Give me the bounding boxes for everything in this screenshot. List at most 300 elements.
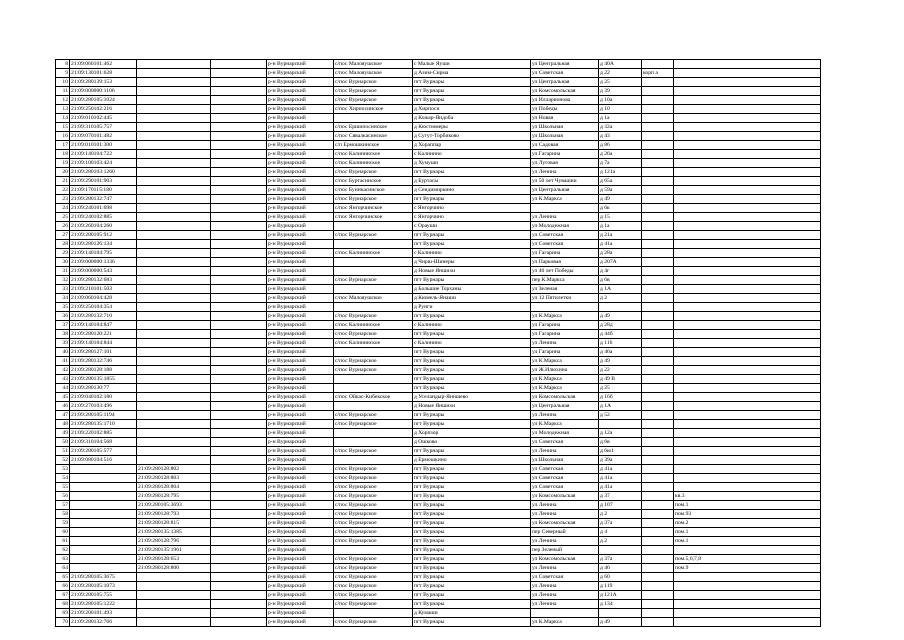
row-number-cell: 65 <box>56 573 70 582</box>
street-cell: ул Ленина <box>531 339 599 348</box>
house-number-cell: д 2 <box>599 294 642 303</box>
house-number-cell: д 119 <box>599 582 642 591</box>
table-row <box>56 537 821 546</box>
house-number-cell: д 49 <box>599 195 642 204</box>
premises-cadastral-number-cell <box>137 447 211 456</box>
house-number-cell: д 16б <box>599 393 642 402</box>
settlement-municipality-cell: с/пос Вурнарское <box>334 528 413 537</box>
premises-cadastral-number-cell <box>137 105 211 114</box>
cadastral-number-cell <box>70 474 137 483</box>
row-number-cell: 29 <box>56 249 70 258</box>
locality-cell: пгт Вурнары <box>413 96 531 105</box>
premises-cadastral-number-cell <box>137 429 211 438</box>
table-row <box>56 222 821 231</box>
house-number-cell: д 49 <box>599 618 642 627</box>
apartment-cell <box>674 231 821 240</box>
row-number-cell: 43 <box>56 375 70 384</box>
street-cell: ул 12 Пятилетки <box>531 294 599 303</box>
extra-column-cell <box>211 312 267 321</box>
row-number-cell: 51 <box>56 447 70 456</box>
building-cell <box>642 618 674 627</box>
table-row <box>56 546 821 555</box>
table-row <box>56 213 821 222</box>
district-cell: р-н Вурнарский <box>267 375 334 384</box>
apartment-cell <box>674 168 821 177</box>
settlement-municipality-cell: с/пос Вурнарское <box>334 366 413 375</box>
locality-cell: д Буртасы <box>413 177 531 186</box>
building-cell <box>642 609 674 618</box>
building-cell <box>642 204 674 213</box>
settlement-municipality-cell: с/пос Ершипосинское <box>334 123 413 132</box>
street-cell: пер Северный <box>531 528 599 537</box>
row-number-cell: 60 <box>56 528 70 537</box>
row-number-cell: 31 <box>56 267 70 276</box>
locality-cell: пгт Вурнары <box>413 357 531 366</box>
house-number-cell: д 21а <box>599 231 642 240</box>
premises-cadastral-number-cell: 21:09:280105:3693 <box>137 501 211 510</box>
premises-cadastral-number-cell <box>137 402 211 411</box>
district-cell: р-н Вурнарский <box>267 150 334 159</box>
apartment-cell <box>674 285 821 294</box>
premises-cadastral-number-cell <box>137 330 211 339</box>
house-number-cell: д 28а <box>599 249 642 258</box>
row-number-cell: 59 <box>56 519 70 528</box>
settlement-municipality-cell <box>334 240 413 249</box>
row-number-cell: 47 <box>56 411 70 420</box>
cadastral-number-cell <box>70 555 137 564</box>
premises-cadastral-number-cell <box>137 600 211 609</box>
apartment-cell <box>674 276 821 285</box>
locality-cell: пгт Вурнары <box>413 366 531 375</box>
table-row <box>56 258 821 267</box>
street-cell: ул Гагарина <box>531 249 599 258</box>
table-row <box>56 240 821 249</box>
street-cell: ул Советская <box>531 240 599 249</box>
cadastral-number-cell: 21:09:130101:628 <box>70 69 137 78</box>
house-number-cell: д 39а <box>599 456 642 465</box>
district-cell: р-н Вурнарский <box>267 141 334 150</box>
district-cell: р-н Вурнарский <box>267 177 334 186</box>
row-number-cell: 24 <box>56 204 70 213</box>
table-row <box>56 501 821 510</box>
house-number-cell <box>599 420 642 429</box>
apartment-cell: пом.5,6,7,8 <box>674 555 821 564</box>
cadastral-number-cell <box>70 528 137 537</box>
street-cell: ул Ленина <box>531 537 599 546</box>
table-row <box>56 321 821 330</box>
building-cell <box>642 249 674 258</box>
street-cell: ул Ленина <box>531 447 599 456</box>
building-cell <box>642 114 674 123</box>
building-cell <box>642 384 674 393</box>
district-cell: р-н Вурнарский <box>267 456 334 465</box>
street-cell: ул Ленина <box>531 510 599 519</box>
street-cell: ул Гагарина <box>531 330 599 339</box>
cadastral-number-cell <box>70 546 137 555</box>
extra-column-cell <box>211 294 267 303</box>
building-cell <box>642 231 674 240</box>
settlement-municipality-cell: с/пос Калининское <box>334 339 413 348</box>
district-cell: р-н Вурнарский <box>267 600 334 609</box>
cadastral-number-cell <box>70 537 137 546</box>
house-number-cell: д 39 <box>599 87 642 96</box>
cadastral-number-cell: 21:09:140104:795 <box>70 249 137 258</box>
row-number-cell: 41 <box>56 357 70 366</box>
table-row <box>56 177 821 186</box>
extra-column-cell <box>211 96 267 105</box>
locality-cell: с Малые Яуши <box>413 60 531 69</box>
premises-cadastral-number-cell <box>137 96 211 105</box>
street-cell: ул Ж.Илюхина <box>531 366 599 375</box>
premises-cadastral-number-cell <box>137 249 211 258</box>
extra-column-cell <box>211 366 267 375</box>
premises-cadastral-number-cell <box>137 231 211 240</box>
premises-cadastral-number-cell <box>137 123 211 132</box>
extra-column-cell <box>211 339 267 348</box>
street-cell: ул Новая <box>531 114 599 123</box>
street-cell: ул Победы <box>531 105 599 114</box>
extra-column-cell <box>211 474 267 483</box>
row-number-cell: 69 <box>56 609 70 618</box>
apartment-cell <box>674 222 821 231</box>
apartment-cell: пом.9 <box>674 564 821 573</box>
settlement-municipality-cell: с/пос Вурнарское <box>334 519 413 528</box>
building-cell <box>642 195 674 204</box>
locality-cell: д Новые Яншихи <box>413 402 531 411</box>
table-row <box>56 141 821 150</box>
settlement-municipality-cell: с/пос Вурнарское <box>334 231 413 240</box>
settlement-municipality-cell: с/пос Вурнарское <box>334 168 413 177</box>
cadastral-number-cell: 21:09:280105:912 <box>70 231 137 240</box>
cadastral-number-cell <box>70 519 137 528</box>
premises-cadastral-number-cell <box>137 348 211 357</box>
cadastral-number-cell: 21:09:280128:188 <box>70 366 137 375</box>
street-cell: ул 50 лет Чувашии <box>531 177 599 186</box>
street-cell: ул Ленина <box>531 600 599 609</box>
building-cell <box>642 465 674 474</box>
extra-column-cell <box>211 258 267 267</box>
house-number-cell: д 6к <box>599 204 642 213</box>
cadastral-number-cell: 21:09:010102:445 <box>70 114 137 123</box>
apartment-cell <box>674 438 821 447</box>
district-cell: р-н Вурнарский <box>267 366 334 375</box>
apartment-cell <box>674 618 821 627</box>
district-cell: р-н Вурнарский <box>267 384 334 393</box>
house-number-cell: д 49 <box>599 357 642 366</box>
extra-column-cell <box>211 402 267 411</box>
street-cell: ул Школьная <box>531 456 599 465</box>
cadastral-number-cell: 21:09:250102:216 <box>70 105 137 114</box>
table-row <box>56 528 821 537</box>
premises-cadastral-number-cell <box>137 294 211 303</box>
extra-column-cell <box>211 141 267 150</box>
district-cell: р-н Вурнарский <box>267 546 334 555</box>
extra-column-cell <box>211 510 267 519</box>
house-number-cell: д 7а <box>599 159 642 168</box>
district-cell: р-н Вурнарский <box>267 267 334 276</box>
house-number-cell: д 26а <box>599 150 642 159</box>
extra-column-cell <box>211 114 267 123</box>
locality-cell: пгт Вурнары <box>413 168 531 177</box>
locality-cell: пгт Вурнары <box>413 465 531 474</box>
cadastral-number-cell: 21:09:280105:755 <box>70 591 137 600</box>
district-cell: р-н Вурнарский <box>267 573 334 582</box>
locality-cell: пгт Вурнары <box>413 411 531 420</box>
premises-cadastral-number-cell <box>137 591 211 600</box>
table-row <box>56 123 821 132</box>
cadastral-number-cell: 21:09:080104:516 <box>70 456 137 465</box>
extra-column-cell <box>211 285 267 294</box>
settlement-municipality-cell: с/пос Вурнарское <box>334 618 413 627</box>
row-number-cell: 68 <box>56 600 70 609</box>
locality-cell: д Кумаши <box>413 609 531 618</box>
settlement-municipality-cell: с/пос Калининское <box>334 159 413 168</box>
district-cell: р-н Вурнарский <box>267 159 334 168</box>
house-number-cell <box>599 609 642 618</box>
table-row <box>56 294 821 303</box>
house-number-cell: д 86 <box>599 141 642 150</box>
district-cell: р-н Вурнарский <box>267 96 334 105</box>
building-cell <box>642 105 674 114</box>
building-cell <box>642 492 674 501</box>
apartment-cell <box>674 573 821 582</box>
table-row <box>56 87 821 96</box>
apartment-cell: пом.1 <box>674 528 821 537</box>
row-number-cell: 38 <box>56 330 70 339</box>
cadastral-number-cell <box>70 564 137 573</box>
building-cell <box>642 582 674 591</box>
table-row <box>56 465 821 474</box>
table-row <box>56 60 821 69</box>
house-number-cell: д 49 В <box>599 375 642 384</box>
locality-cell: д Азим-Сирма <box>413 69 531 78</box>
house-number-cell: д 65а <box>599 177 642 186</box>
street-cell: ул Школьная <box>531 123 599 132</box>
extra-column-cell <box>211 564 267 573</box>
extra-column-cell <box>211 555 267 564</box>
settlement-municipality-cell <box>334 384 413 393</box>
row-number-cell: 19 <box>56 159 70 168</box>
settlement-municipality-cell: с/пос Калининское <box>334 150 413 159</box>
building-cell <box>642 555 674 564</box>
table-row <box>56 204 821 213</box>
street-cell: ул Советская <box>531 231 599 240</box>
table-row <box>56 159 821 168</box>
table-row <box>56 402 821 411</box>
row-number-cell: 28 <box>56 240 70 249</box>
row-number-cell: 56 <box>56 492 70 501</box>
house-number-cell: д 25 <box>599 78 642 87</box>
locality-cell: д Ермошкино <box>413 456 531 465</box>
district-cell: р-н Вурнарский <box>267 276 334 285</box>
street-cell: ул Советская <box>531 573 599 582</box>
locality-cell: пгт Вурнары <box>413 501 531 510</box>
house-number-cell: д 44б <box>599 330 642 339</box>
apartment-cell <box>674 186 821 195</box>
district-cell: р-н Вурнарский <box>267 78 334 87</box>
table-row <box>56 582 821 591</box>
house-number-cell: д 41а <box>599 474 642 483</box>
building-cell <box>642 348 674 357</box>
apartment-cell <box>674 330 821 339</box>
extra-column-cell <box>211 177 267 186</box>
row-number-cell: 64 <box>56 564 70 573</box>
building-cell: корп а <box>642 69 674 78</box>
building-cell <box>642 339 674 348</box>
settlement-municipality-cell: с/пос Вурнарское <box>334 483 413 492</box>
street-cell: ул Центральная <box>531 186 599 195</box>
settlement-municipality-cell: с/пос Вурнарское <box>334 330 413 339</box>
locality-cell: д Хорпзор <box>413 429 531 438</box>
street-cell <box>531 204 599 213</box>
row-number-cell: 21 <box>56 177 70 186</box>
house-number-cell: д 2 <box>599 537 642 546</box>
apartment-cell <box>674 303 821 312</box>
settlement-municipality-cell <box>334 402 413 411</box>
building-cell <box>642 528 674 537</box>
locality-cell: пгт Вурнары <box>413 420 531 429</box>
locality-cell: с Калинино <box>413 321 531 330</box>
locality-cell: пгт Вурнары <box>413 492 531 501</box>
apartment-cell <box>674 123 821 132</box>
table-row <box>56 231 821 240</box>
district-cell: р-н Вурнарский <box>267 618 334 627</box>
building-cell <box>642 519 674 528</box>
street-cell: ул Комсомольская <box>531 492 599 501</box>
premises-cadastral-number-cell <box>137 213 211 222</box>
premises-cadastral-number-cell <box>137 267 211 276</box>
apartment-cell <box>674 258 821 267</box>
building-cell <box>642 294 674 303</box>
cadastral-number-cell: 21:09:140104:844 <box>70 339 137 348</box>
row-number-cell: 70 <box>56 618 70 627</box>
building-cell <box>642 123 674 132</box>
house-number-cell: д 134 <box>599 600 642 609</box>
building-cell <box>642 303 674 312</box>
premises-cadastral-number-cell <box>137 222 211 231</box>
locality-cell: пгт Вурнары <box>413 240 531 249</box>
extra-column-cell <box>211 393 267 402</box>
cadastral-number-cell: 21:09:290101:903 <box>70 177 137 186</box>
street-cell: ул Ленина <box>531 564 599 573</box>
apartment-cell <box>674 456 821 465</box>
premises-cadastral-number-cell <box>137 438 211 447</box>
locality-cell: пгт Вурнары <box>413 330 531 339</box>
premises-cadastral-number-cell <box>137 258 211 267</box>
house-number-cell: д 59а <box>599 186 642 195</box>
premises-cadastral-number-cell <box>137 303 211 312</box>
extra-column-cell <box>211 60 267 69</box>
district-cell: р-н Вурнарский <box>267 555 334 564</box>
extra-column-cell <box>211 303 267 312</box>
row-number-cell: 16 <box>56 132 70 141</box>
extra-column-cell <box>211 519 267 528</box>
premises-cadastral-number-cell <box>137 60 211 69</box>
building-cell <box>642 393 674 402</box>
settlement-municipality-cell: с/пос Вурнарское <box>334 447 413 456</box>
extra-column-cell <box>211 582 267 591</box>
extra-column-cell <box>211 447 267 456</box>
building-cell <box>642 564 674 573</box>
apartment-cell <box>674 159 821 168</box>
row-number-cell: 53 <box>56 465 70 474</box>
house-number-cell: д 121А <box>599 591 642 600</box>
premises-cadastral-number-cell: 21:09:280128:796 <box>137 537 211 546</box>
table-row <box>56 303 821 312</box>
extra-column-cell <box>211 420 267 429</box>
row-number-cell: 36 <box>56 312 70 321</box>
premises-cadastral-number-cell <box>137 240 211 249</box>
premises-cadastral-number-cell: 21:09:280135:1385 <box>137 528 211 537</box>
row-number-cell: 10 <box>56 78 70 87</box>
house-number-cell: д 43 <box>599 132 642 141</box>
extra-column-cell <box>211 456 267 465</box>
row-number-cell: 63 <box>56 555 70 564</box>
street-cell: ул Советская <box>531 474 599 483</box>
street-cell: ул 40 лет Победы <box>531 267 599 276</box>
premises-cadastral-number-cell <box>137 204 211 213</box>
cadastral-number-cell: 21:09:210101:503 <box>70 285 137 294</box>
house-number-cell: д 37 <box>599 492 642 501</box>
district-cell: р-н Вурнарский <box>267 519 334 528</box>
apartment-cell <box>674 141 821 150</box>
district-cell: р-н Вурнарский <box>267 114 334 123</box>
table-row <box>56 600 821 609</box>
apartment-cell: пом.2 <box>674 519 821 528</box>
cadastral-number-cell: 21:09:260104:260 <box>70 222 137 231</box>
district-cell: р-н Вурнарский <box>267 501 334 510</box>
building-cell <box>642 420 674 429</box>
table-row <box>56 618 821 627</box>
settlement-municipality-cell: с/пос Хирпосинское <box>334 105 413 114</box>
house-number-cell: д 60 <box>599 573 642 582</box>
district-cell: р-н Вурнарский <box>267 105 334 114</box>
table-row <box>56 357 821 366</box>
apartment-cell <box>674 240 821 249</box>
street-cell: ул Садовая <box>531 141 599 150</box>
street-cell: ул Парковая <box>531 258 599 267</box>
street-cell: ул К.Маркса <box>531 312 599 321</box>
premises-cadastral-number-cell <box>137 276 211 285</box>
row-number-cell: 61 <box>56 537 70 546</box>
premises-cadastral-number-cell <box>137 141 211 150</box>
locality-cell: пгт Вурнары <box>413 591 531 600</box>
table-row <box>56 510 821 519</box>
street-cell: ул Зеленая <box>531 285 599 294</box>
house-number-cell: д 41а <box>599 483 642 492</box>
row-number-cell: 22 <box>56 186 70 195</box>
cadastral-number-cell: 21:09:200101:493 <box>70 609 137 618</box>
table-row <box>56 267 821 276</box>
settlement-municipality-cell: с/пос Вурнарское <box>334 555 413 564</box>
settlement-municipality-cell <box>334 348 413 357</box>
apartment-cell: пом.1 <box>674 537 821 546</box>
settlement-municipality-cell: с/пос Вурнарское <box>334 78 413 87</box>
row-number-cell: 54 <box>56 474 70 483</box>
settlement-municipality-cell <box>334 438 413 447</box>
table-row <box>56 474 821 483</box>
district-cell: р-н Вурнарский <box>267 195 334 204</box>
cadastral-number-cell: 21:09:280132:746 <box>70 357 137 366</box>
cadastral-number-cell: 21:09:310105:757 <box>70 123 137 132</box>
house-number-cell: д 46 <box>599 564 642 573</box>
premises-cadastral-number-cell <box>137 186 211 195</box>
cadastral-number-cell: 21:09:280135:1710 <box>70 420 137 429</box>
locality-cell: с Калинино <box>413 339 531 348</box>
building-cell <box>642 591 674 600</box>
extra-column-cell <box>211 249 267 258</box>
district-cell: р-н Вурнарский <box>267 348 334 357</box>
